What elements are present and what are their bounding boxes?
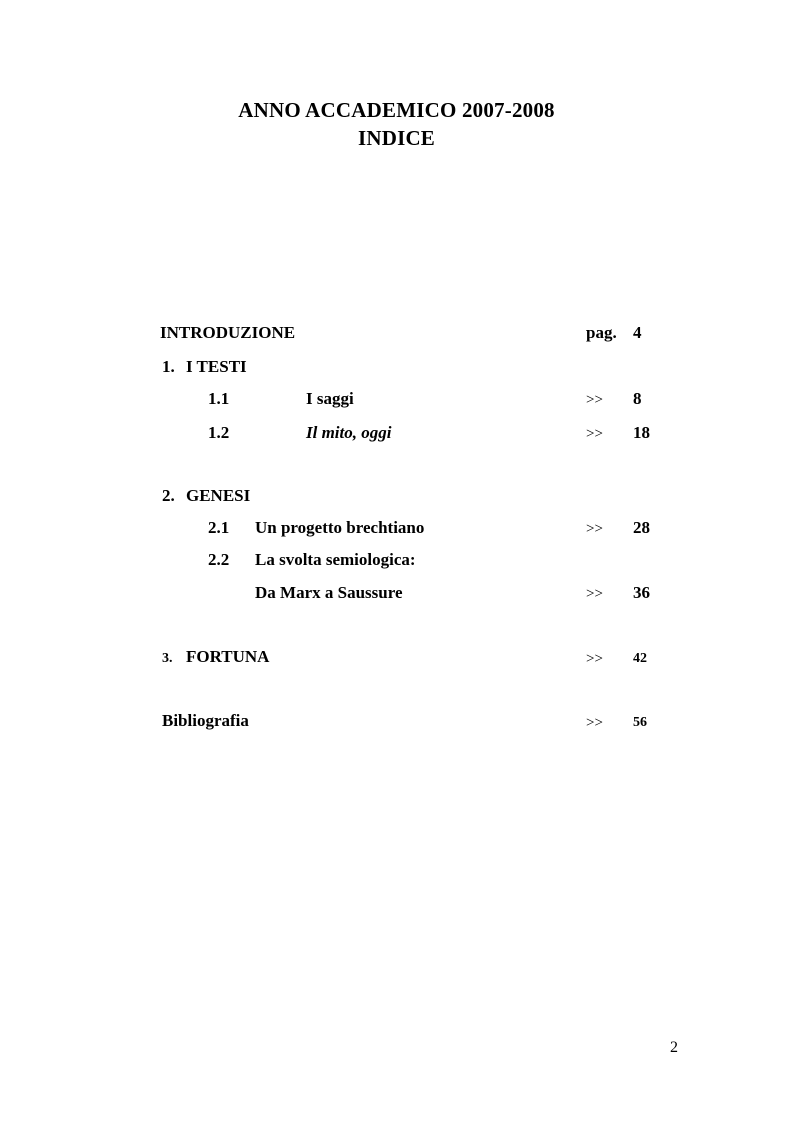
toc-section-1-1-number: 1.1 xyxy=(208,389,230,408)
toc-introduction-label: INTRODUZIONE xyxy=(160,323,296,342)
toc-bibliography-page: 56 xyxy=(633,715,647,730)
toc-section-1-2-number: 1.2 xyxy=(208,423,230,442)
toc-chapter-2-label: GENESI xyxy=(186,486,251,505)
toc-section-2-1-number: 2.1 xyxy=(208,518,230,537)
toc-chapter-3-page: 42 xyxy=(633,651,647,666)
toc-section-1-2-arrow: >> xyxy=(586,426,603,442)
page-number: 2 xyxy=(670,1039,678,1056)
toc-page-label: pag. xyxy=(586,323,617,342)
academic-year-heading: ANNO ACCADEMICO 2007-2008 xyxy=(238,98,555,122)
toc-section-1-2-page: 18 xyxy=(633,423,650,442)
toc-section-2-2-label: La svolta semiologica: xyxy=(255,550,416,569)
toc-section-2-1-label: Un progetto brechtiano xyxy=(255,518,425,537)
toc-chapter-1-label: I TESTI xyxy=(186,357,247,376)
toc-section-2-2-label-continuation: Da Marx a Saussure xyxy=(255,583,403,602)
toc-section-2-2-arrow: >> xyxy=(586,586,603,602)
toc-chapter-2-number: 2. xyxy=(162,486,175,505)
toc-section-2-1-arrow: >> xyxy=(586,521,603,537)
toc-bibliography-label: Bibliografia xyxy=(162,711,249,730)
toc-section-1-1-page: 8 xyxy=(633,389,642,408)
toc-chapter-3-label: FORTUNA xyxy=(186,647,270,666)
toc-chapter-3-arrow: >> xyxy=(586,651,603,667)
toc-bibliography-arrow: >> xyxy=(586,715,603,731)
toc-section-1-2-label: Il mito, oggi xyxy=(306,423,392,442)
toc-section-2-2-number: 2.2 xyxy=(208,550,230,569)
index-title: INDICE xyxy=(357,126,436,150)
toc-chapter-3-number: 3. xyxy=(162,651,173,666)
toc-section-2-2-page: 36 xyxy=(633,583,650,602)
toc-section-1-1-arrow: >> xyxy=(586,392,603,408)
toc-introduction-page: 4 xyxy=(633,323,642,342)
toc-section-2-1-page: 28 xyxy=(633,518,650,537)
toc-chapter-1-number: 1. xyxy=(162,357,175,376)
toc-section-1-1-label: I saggi xyxy=(306,389,354,408)
